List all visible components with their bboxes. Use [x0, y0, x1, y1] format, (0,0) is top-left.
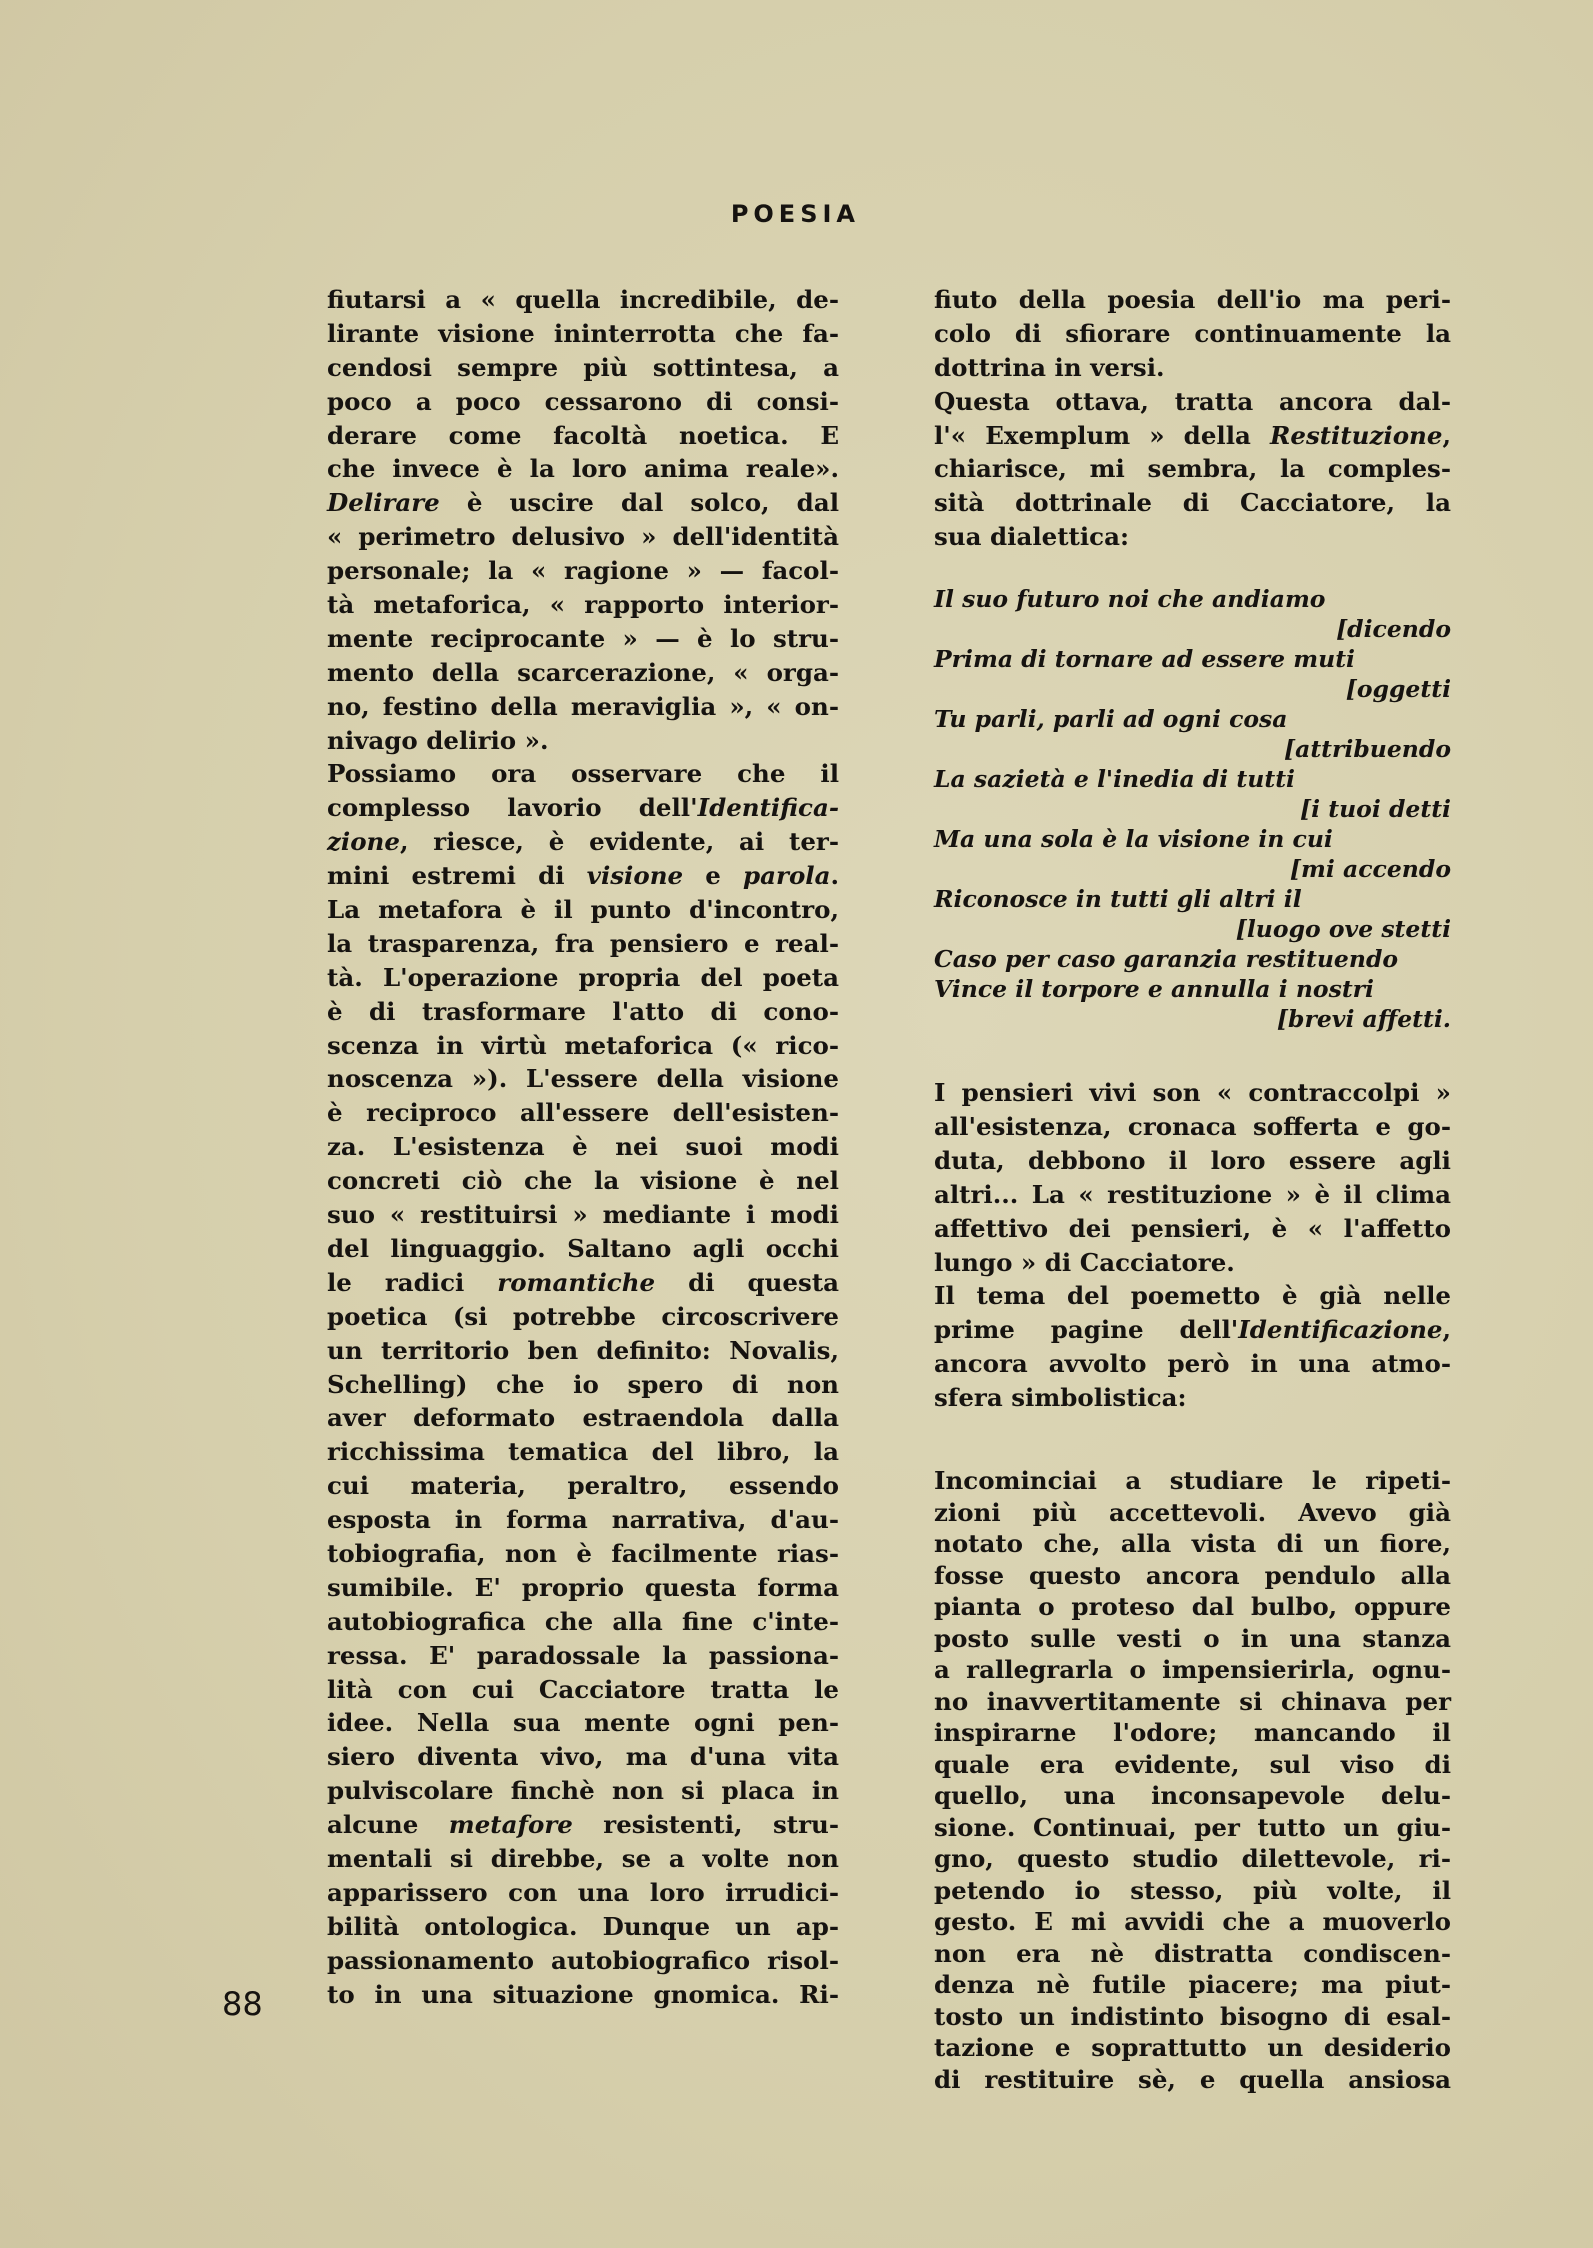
- text-line: Possiamo ora osservare che il: [327, 759, 839, 789]
- verse-line: Ma una sola è la visione in cui: [934, 825, 1333, 854]
- text-line: petendo io stesso, più volte, il: [934, 1875, 1451, 1905]
- text-line: gno, questo studio dilettevole, ri-: [934, 1844, 1451, 1874]
- text-line: mente reciprocante » — è lo stru-: [327, 623, 839, 653]
- verse-line: Prima di tornare ad essere muti: [934, 645, 1355, 674]
- text-line: apparissero con una loro irrudici-: [327, 1877, 839, 1907]
- text-line: tosto un indistinto bisogno di esal-: [934, 2001, 1451, 2031]
- text-line: altri... La « restituzione » è il clima: [934, 1179, 1451, 1209]
- running-header: POESIA: [730, 200, 860, 228]
- verse-continuation: [attribuendo: [1283, 735, 1451, 764]
- text-line: non era nè distratta condiscen-: [934, 1938, 1451, 1968]
- spacer: [934, 554, 1451, 584]
- text-line: cendosi sempre più sottintesa, a: [327, 352, 839, 382]
- text-line: un territorio ben definito: Novalis,: [327, 1335, 839, 1365]
- verse-continuation: [dicendo: [1336, 615, 1451, 644]
- text-line: I pensieri vivi son « contraccolpi »: [934, 1078, 1451, 1108]
- text-line: la trasparenza, fra pensiero e real-: [327, 928, 839, 958]
- text-line: idee. Nella sua mente ogni pen-: [327, 1708, 839, 1738]
- text-line: Questa ottava, tratta ancora dal-: [934, 386, 1451, 416]
- verse-line: Tu parli, parli ad ogni cosa: [934, 705, 1288, 734]
- text-line: denza nè futile piacere; ma piut-: [934, 1970, 1451, 2000]
- verse-continuation: [mi accendo: [1289, 855, 1451, 884]
- verse-line: La sazietà e l'inedia di tutti: [934, 765, 1295, 794]
- text-line: personale; la « ragione » — facol-: [327, 556, 839, 586]
- text-line: poetica (si potrebbe circoscrivere: [327, 1301, 839, 1331]
- text-line: prime pagine dell'Identificazione,: [934, 1315, 1451, 1345]
- prose-quote: [934, 1465, 1451, 2095]
- text-line: posto sulle vesti o in una stanza: [934, 1623, 1451, 1653]
- text-line: no inavvertitamente si chinava per: [934, 1686, 1451, 1716]
- right-column: [934, 283, 1451, 2095]
- spacer: [934, 1415, 1451, 1465]
- text-line: ricchissima tematica del libro, la: [327, 1437, 839, 1467]
- text-line: siero diventa vivo, ma d'una vita: [327, 1742, 839, 1772]
- text-line: l'« Exemplum » della Restituzione,: [934, 420, 1451, 450]
- text-line: quello, una inconsapevole delu-: [934, 1781, 1451, 1811]
- verse-continuation: [brevi affetti.: [1276, 1005, 1451, 1034]
- text-line: mini estremi di visione e parola.: [327, 861, 839, 891]
- text-line: pulviscolare finchè non si placa in: [327, 1776, 839, 1806]
- text-line: passionamento autobiografico risol-: [327, 1945, 839, 1975]
- text-line: del linguaggio. Saltano agli occhi: [327, 1233, 839, 1263]
- text-line: derare come facoltà noetica. E: [327, 420, 839, 450]
- commentary-paragraph: [934, 1076, 1451, 1415]
- text-line: La metafora è il punto d'incontro,: [327, 895, 839, 925]
- text-line: poco a poco cessarono di consi-: [327, 386, 839, 416]
- text-line: Il tema del poemetto è già nelle: [934, 1281, 1451, 1311]
- text-line: ressa. E' paradossale la passiona-: [327, 1640, 839, 1670]
- text-line: lungo » di Cacciatore.: [934, 1247, 1235, 1277]
- text-line: concreti ciò che la visione è nel: [327, 1166, 839, 1196]
- text-line: no, festino della meraviglia », « on-: [327, 691, 839, 721]
- text-line: sione. Continuai, per tutto un giu-: [934, 1812, 1451, 1842]
- text-line: lità con cui Cacciatore tratta le: [327, 1674, 839, 1704]
- text-line: scenza in virtù metaforica (« rico-: [327, 1030, 839, 1060]
- text-line: za. L'esistenza è nei suoi modi: [327, 1132, 839, 1162]
- text-line: zione, riesce, è evidente, ai ter-: [327, 827, 839, 857]
- verse-continuation: [i tuoi detti: [1300, 795, 1451, 824]
- text-line: complesso lavorio dell'Identifica-: [327, 793, 839, 823]
- text-line: autobiografica che alla fine c'inte-: [327, 1606, 839, 1636]
- intro-paragraph: [934, 283, 1451, 554]
- text-line: to in una situazione gnomica. Ri-: [327, 1979, 839, 2009]
- text-line: quale era evidente, sul viso di: [934, 1749, 1451, 1779]
- text-line: alcune metafore resistenti, stru-: [327, 1810, 840, 1840]
- text-line: nivago delirio ».: [327, 725, 549, 755]
- verse-continuation: [luogo ove stetti: [1235, 915, 1451, 944]
- text-line: notato che, alla vista di un fiore,: [934, 1529, 1451, 1559]
- text-line: Incominciai a studiare le ripeti-: [934, 1466, 1451, 1496]
- verse-line: Riconosce in tutti gli altri il: [934, 885, 1302, 914]
- text-line: mentali si direbbe, se a volte non: [327, 1843, 839, 1873]
- text-line: tà metaforica, « rapporto interior-: [327, 590, 839, 620]
- text-line: cui materia, peraltro, essendo: [327, 1471, 839, 1501]
- text-line: Schelling) che io spero di non: [327, 1369, 839, 1399]
- text-line: affettivo dei pensieri, è « l'affetto: [934, 1213, 1451, 1243]
- verse-line: Vince il torpore e annulla i nostri: [934, 975, 1374, 1004]
- text-line: all'esistenza, cronaca sofferta e go-: [934, 1112, 1451, 1142]
- text-line: che invece è la loro anima reale».: [327, 454, 839, 484]
- text-line: è reciproco all'essere dell'esisten-: [327, 1098, 839, 1128]
- verse-line: Il suo futuro noi che andiamo: [934, 585, 1326, 614]
- text-line: mento della scarcerazione, « orga-: [327, 657, 839, 687]
- text-line: fosse questo ancora pendulo alla: [934, 1560, 1451, 1590]
- text-line: noscenza »). L'essere della visione: [327, 1064, 839, 1094]
- text-line: inspirarne l'odore; mancando il: [934, 1718, 1451, 1748]
- text-line: lirante visione ininterrotta che fa-: [327, 318, 839, 348]
- text-line: « perimetro delusivo » dell'identità: [327, 522, 839, 552]
- text-line: bilità ontologica. Dunque un ap-: [327, 1911, 839, 1941]
- text-line: sfera simbolistica:: [934, 1383, 1187, 1413]
- text-line: sua dialettica:: [934, 522, 1129, 552]
- text-line: suo « restituirsi » mediante i modi: [327, 1200, 839, 1230]
- text-line: duta, debbono il loro essere agli: [934, 1145, 1451, 1175]
- text-line: aver deformato estraendola dalla: [327, 1403, 839, 1433]
- text-line: sità dottrinale di Cacciatore, la: [934, 488, 1451, 518]
- text-line: di restituire sè, e quella ansiosa: [934, 2064, 1451, 2094]
- poem-quote: [934, 584, 1451, 1034]
- text-line: gesto. E mi avvidi che a muoverlo: [934, 1907, 1451, 1937]
- verse-continuation: [oggetti: [1345, 675, 1451, 704]
- text-line: fiutarsi a « quella incredibile, de-: [327, 285, 839, 314]
- text-line: tà. L'operazione propria del poeta: [327, 962, 839, 992]
- text-line: tazione e soprattutto un desiderio: [934, 2033, 1451, 2063]
- text-line: tobiografia, non è facilmente rias-: [327, 1538, 839, 1568]
- text-line: le radici romantiche di questa: [327, 1267, 840, 1297]
- left-column: [327, 283, 839, 2011]
- verse-line: Caso per caso garanzia restituendo: [934, 945, 1399, 974]
- text-line: è di trasformare l'atto di cono-: [327, 996, 839, 1026]
- text-line: fiuto della poesia dell'io ma peri-: [934, 285, 1451, 314]
- page-number: 88: [222, 1985, 263, 2023]
- text-line: pianta o proteso dal bulbo, oppure: [934, 1592, 1451, 1622]
- text-line: a rallegrarla o impensierirla, ognu-: [934, 1655, 1451, 1685]
- text-line: colo di sfiorare continuamente la: [934, 318, 1451, 348]
- text-line: sumibile. E' proprio questa forma: [327, 1572, 839, 1602]
- text-line: ancora avvolto però in una atmo-: [934, 1349, 1451, 1379]
- text-line: Delirare è uscire dal solco, dal: [327, 488, 839, 518]
- spacer: [934, 1034, 1451, 1076]
- text-line: chiarisce, mi sembra, la comples-: [934, 454, 1451, 484]
- text-line: zioni più accettevoli. Avevo già: [934, 1497, 1451, 1527]
- text-line: esposta in forma narrativa, d'au-: [327, 1505, 839, 1535]
- text-line: dottrina in versi.: [934, 352, 1165, 382]
